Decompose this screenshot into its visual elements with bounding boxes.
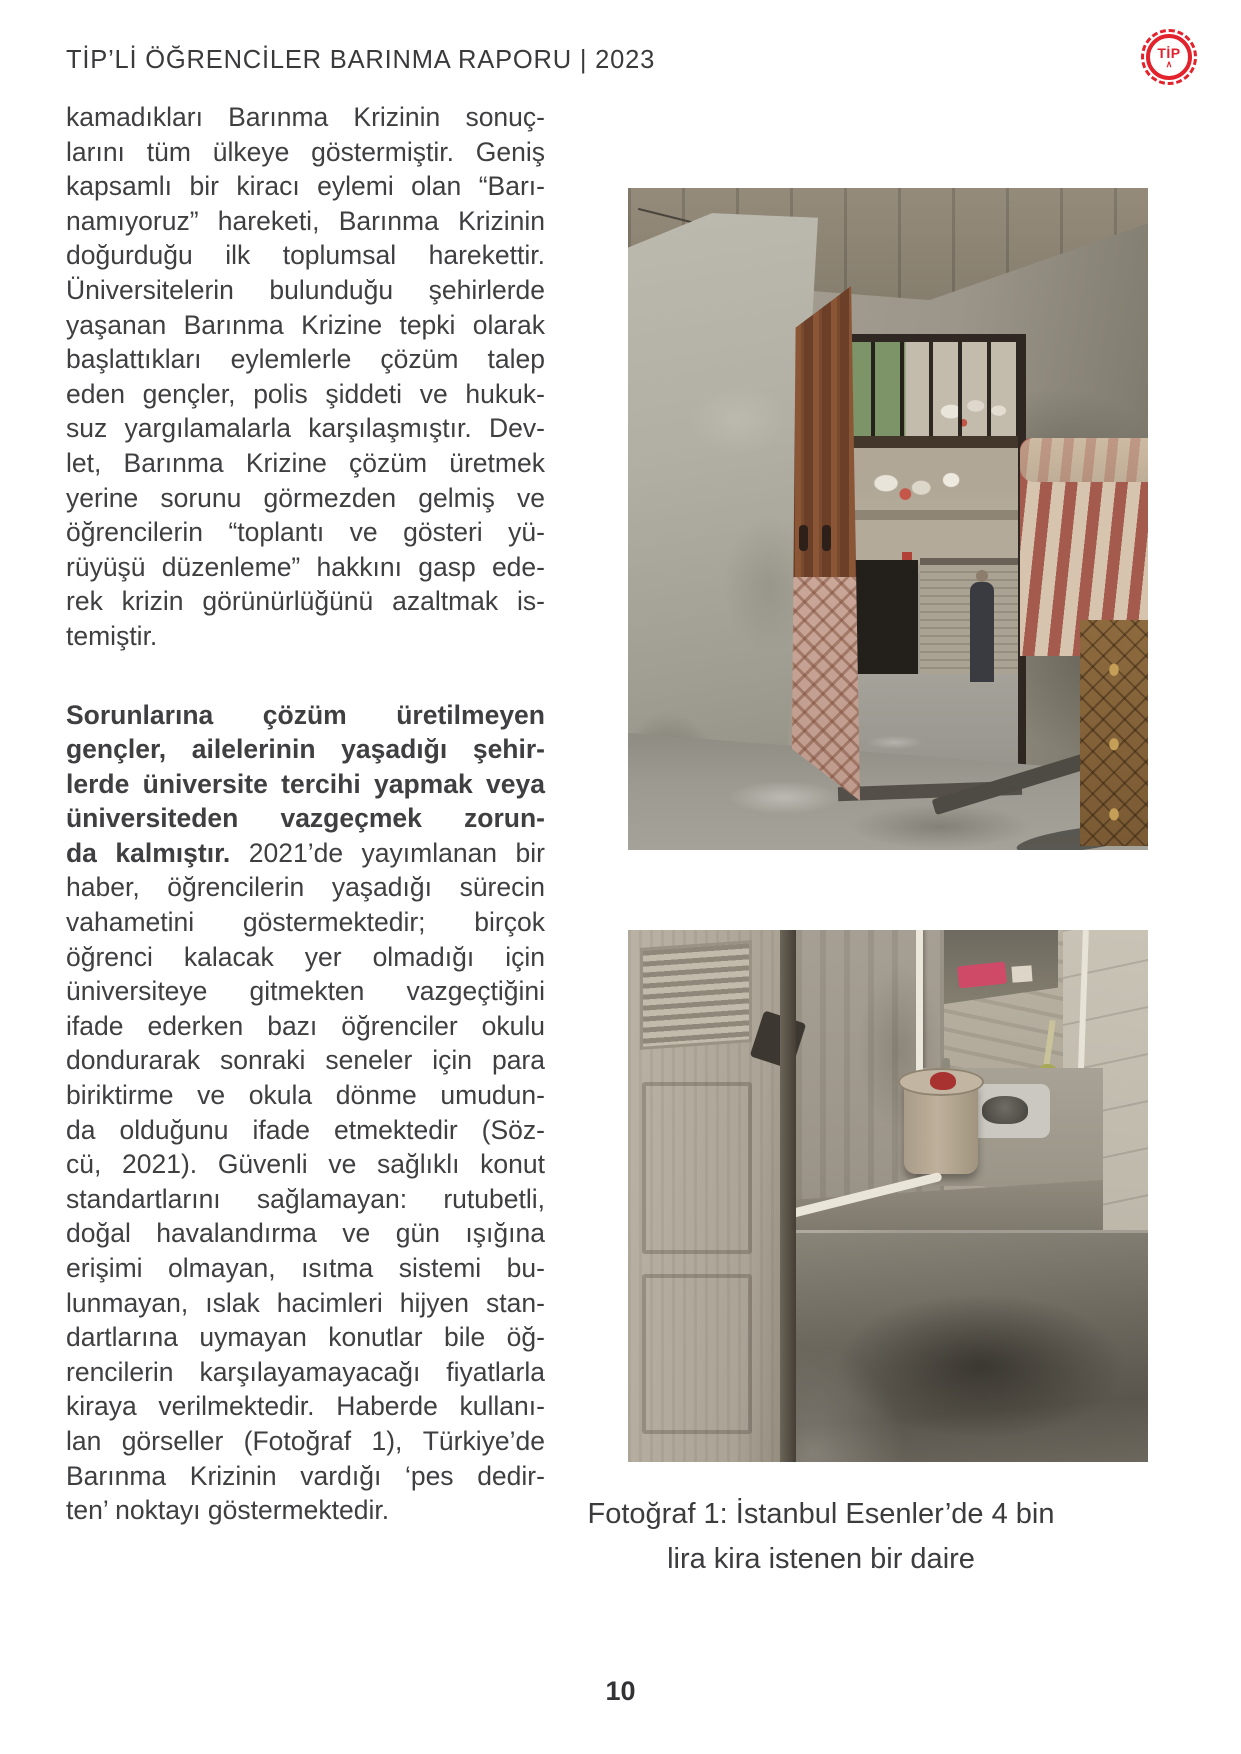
text-line: başlattıkları eylemlerle çözüm talep <box>66 344 545 375</box>
text-line: öğrencilerin “toplantı ve gösteri yü- <box>66 517 545 548</box>
text-line: Üniversitelerin bulunduğu şehirlerde <box>66 274 545 305</box>
photo1-roller-shutter <box>920 558 1018 674</box>
text-line: temiştir. <box>66 620 158 651</box>
text-line: Sorunlarına çözüm üretilmeyen <box>66 699 545 730</box>
photo1-laundry-line <box>842 448 1018 512</box>
photo2-wet-floor <box>776 1230 1148 1462</box>
article-column <box>66 100 545 1528</box>
text-line: üniversiteye gitmekten vazgeçtiğini <box>66 976 545 1007</box>
text-line: dondurarak sonraki seneler için para <box>66 1045 545 1076</box>
photo1-street-view <box>842 448 1018 788</box>
text-line: öğrenci kalacak yer olmadığı için <box>66 941 545 972</box>
text-line: rencilerin karşılayamayacağı fiyatlarla <box>66 1356 545 1387</box>
photo1-patterned-ottoman <box>1080 620 1148 846</box>
photo2-door-edge <box>780 930 796 1462</box>
text-line: kamadıkları Barınma Krizinin sonuç- <box>66 102 545 132</box>
text-line: namıyoruz” hareketi, Barınma Krizinin <box>66 205 545 236</box>
text-line: ifade ederken bazı öğrenciler okulu <box>66 1010 545 1041</box>
photo2-red-scoop <box>930 1072 956 1090</box>
photo2-door-panel-lower <box>642 1274 752 1434</box>
text-line: lerde üniversite tercihi yapmak veya <box>66 768 545 799</box>
text-line: eden gençler, polis şiddeti ve hukuk- <box>66 378 545 409</box>
text-line: üniversiteden vazgeçmek zorun- <box>66 803 545 834</box>
photo1-door-handle <box>799 525 808 551</box>
photo2-white-box <box>1011 965 1032 982</box>
text-line: kapsamlı bir kiracı eylemi olan “Barı- <box>66 171 545 202</box>
tip-party-logo-icon <box>1141 29 1197 85</box>
photo1-person-silhouette <box>970 582 994 682</box>
figure-caption-line-2: lira kira istenen bir daire <box>667 1543 975 1575</box>
photo1-open-metal-door <box>786 286 860 806</box>
photo2-door-louver-vent <box>640 940 752 1050</box>
figure-caption <box>575 1492 1067 1582</box>
text-line: doğal havalandırma ve gün ışığına <box>66 1218 545 1249</box>
photo1-red-sign <box>902 552 912 560</box>
text-line: yaşanan Barınma Krizine tepki olarak <box>66 309 545 340</box>
text-line: Barınma Krizinin vardığı ‘pes dedir- <box>66 1460 545 1491</box>
tip-logo-inner <box>1146 34 1192 80</box>
page-header-title: TİP’Lİ ÖĞRENCİLER BARINMA RAPORU | 2023 <box>66 46 656 74</box>
photo2-old-wooden-door <box>628 930 796 1462</box>
text-line: standartlarını sağlamayan: rutubetli, <box>66 1183 545 1214</box>
text-line: haber, öğrencilerin yaşadığı sürecin <box>66 872 545 903</box>
text-line: cü, 2021). Güvenli ve sağlıklı konut <box>66 1149 545 1180</box>
tip-logo-mark-icon: ∧ <box>1165 58 1173 69</box>
tip-logo-text: TİP <box>1157 44 1181 61</box>
paragraph <box>66 100 545 654</box>
text-line: yerine sorunu görmezden gelmiş ve <box>66 482 545 513</box>
text-line: vahametini göstermektedir; birçok <box>66 907 545 938</box>
text-line: doğurduğu ilk toplumsal harekettir. <box>66 240 545 271</box>
photo1-frame-crossbar <box>842 436 1018 448</box>
text-line: da kalmıştır. 2021’de yayımlanan bir <box>66 837 545 868</box>
text-line: gençler, ailelerinin yaşadığı şehir- <box>66 734 545 765</box>
photo1-dark-doorway <box>848 560 918 682</box>
photo1-window-bars <box>842 342 1018 436</box>
text-line: suz yargılamalarla karşılaşmıştır. Dev- <box>66 413 545 444</box>
photo1-balcony-edge <box>842 510 1018 520</box>
paragraph <box>66 698 545 1528</box>
text-line: rüyüşü düzenleme” hakkını gasp ede- <box>66 551 545 582</box>
photo-1-corridor <box>628 188 1148 850</box>
photo-2-bathroom <box>628 930 1148 1462</box>
text-line: let, Barınma Krizine çözüm üretmek <box>66 447 545 478</box>
figure-caption-line-1: Fotoğraf 1: İstanbul Esenler’de 4 bin <box>587 1498 1055 1530</box>
text-line: lan görseller (Fotoğraf 1), Türkiye’de <box>66 1425 545 1456</box>
text-line: larını tüm ülkeye göstermiştir. Geniş <box>66 136 545 167</box>
text-line: lunmayan, ıslak hacimleri hijyen stan- <box>66 1287 545 1318</box>
text-line: rek krizin görünürlüğünü azaltmak is- <box>66 586 545 617</box>
text-line: kiraya verilmektedir. Haberde kullanı- <box>66 1391 545 1422</box>
photo1-door-handle-2 <box>822 525 831 551</box>
text-line: da olduğunu ifade etmektedir (Söz- <box>66 1114 545 1145</box>
text-line: erişimi olmayan, ısıtma sistemi bu- <box>66 1253 545 1283</box>
page-number: 10 <box>605 1676 636 1706</box>
text-line: ten’ noktayı göstermektedir. <box>66 1495 390 1526</box>
photo1-couch-cushion <box>1020 438 1148 482</box>
text-line: dartlarına uymayan konutlar bile öğ- <box>66 1322 545 1353</box>
text-line: biriktirme ve okula dönme umudun- <box>66 1080 545 1111</box>
photo2-door-panel <box>642 1082 752 1254</box>
